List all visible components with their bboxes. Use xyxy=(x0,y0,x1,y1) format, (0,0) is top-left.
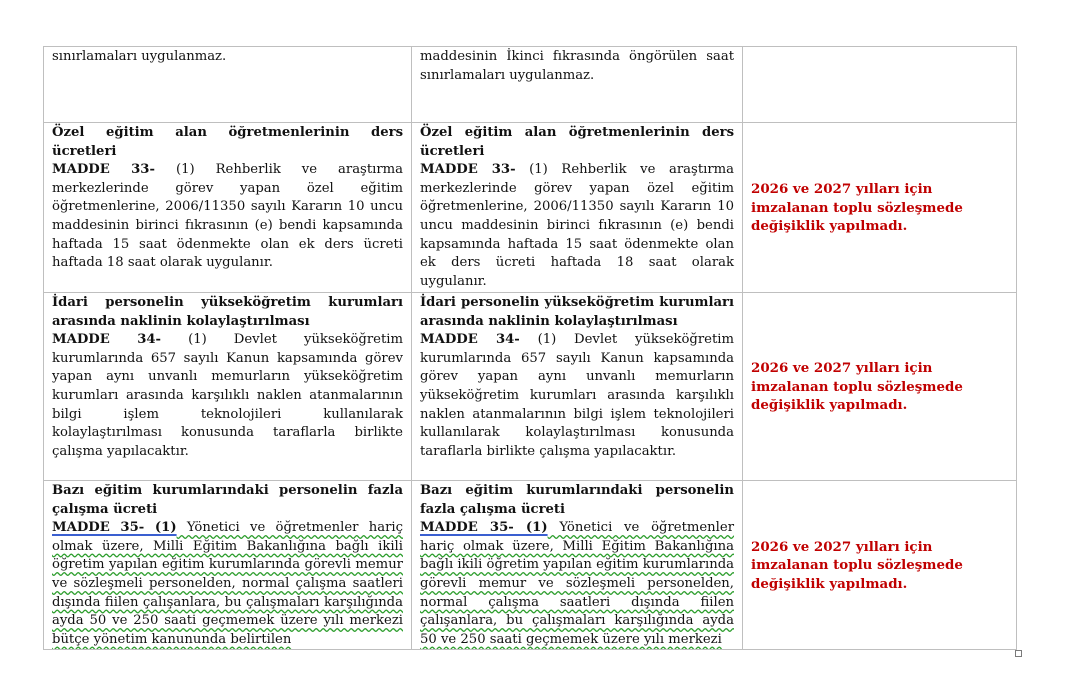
article-body: (1) Rehberlik ve araştırma merkezlerinde görev yapan özel eğitim öğretmenlerine, 2006/11350 sayılı Kararın 10 uncu maddesinin birinci fıkrasının (e) bendi kapsamında haftada 15 saat ödenmekte olan ek ders ücreti haftada 18 saat olarak uygulanır. xyxy=(52,162,404,271)
article-title: İdari personelin yükseköğretim kurumları arasında naklinin kolaylaştırılması xyxy=(420,295,734,329)
new-text-cell[interactable] xyxy=(412,47,743,123)
old-text-cell[interactable] xyxy=(44,47,412,123)
article-body: Yönetici ve öğretmenler hariç olmak üzere, Milli Eğitim Bakanlığına bağlı ikili öğretim yapılan eğitim kurumlarında görevli memur ve sözleşmeli personelden, normal çalışma saatleri dışında fiilen çalışanlara, bu çalışmaları karşılığında ayda 50 ve 250 saati geçmemek üzere yılı merkezi xyxy=(420,520,735,647)
article-title: Özel eğitim alan öğretmenlerinin ders ücretleri xyxy=(420,125,734,159)
article-number: MADDE 35- (1) xyxy=(52,520,177,536)
article-number: MADDE 33- xyxy=(52,162,155,178)
table-row xyxy=(44,293,1017,481)
change-note-cell[interactable] xyxy=(743,293,1017,481)
article-number: MADDE 34- xyxy=(52,332,162,348)
table-row xyxy=(44,47,1017,123)
article-title: İdari personelin yükseköğretim kurumları arasında naklinin kolaylaştırılması xyxy=(52,295,403,329)
new-text-cell[interactable] xyxy=(412,293,743,481)
article-body: (1) Rehberlik ve araştırma merkezlerinde görev yapan özel eğitim öğretmenlerine, 2006/11350 sayılı Kararın 10 uncu maddesinin birinci fıkrasının (e) bendi kapsamında haftada 15 saat ödenmekte olan ek ders ücreti haftada 18 saat olarak uygulanır. xyxy=(420,162,735,289)
new-text-cell[interactable] xyxy=(412,481,743,650)
article-title: Bazı eğitim kurumlarındaki personelin fazla çalışma ücreti xyxy=(52,483,403,517)
article-number: MADDE 35- (1) xyxy=(420,520,548,536)
new-text-cell[interactable] xyxy=(412,123,743,293)
article-title: Özel eğitim alan öğretmenlerinin ders ücretleri xyxy=(52,125,403,159)
old-text-cell[interactable] xyxy=(44,123,412,293)
article-number: MADDE 34- xyxy=(420,332,520,348)
change-note: 2026 ve 2027 yılları için imzalanan toplu sözleşmede değişiklik yapılmadı. xyxy=(751,538,963,592)
article-number: MADDE 33- xyxy=(420,162,516,178)
article-title: Bazı eğitim kurumlarındaki personelin fazla çalışma ücreti xyxy=(420,483,734,517)
change-note-cell[interactable] xyxy=(743,481,1017,650)
old-text-cell[interactable] xyxy=(44,481,412,650)
change-note: 2026 ve 2027 yılları için imzalanan toplu sözleşmede değişiklik yapılmadı. xyxy=(751,181,963,235)
article-body: sınırlamaları uygulanmaz. xyxy=(52,49,227,64)
table-resize-handle[interactable] xyxy=(1015,650,1022,657)
change-note-cell[interactable] xyxy=(743,47,1017,123)
old-text-cell[interactable] xyxy=(44,293,412,481)
article-body: Yönetici ve öğretmenler hariç olmak üzere, Milli Eğitim Bakanlığına bağlı ikili öğretim yapılan eğitim kurumlarında görevli memur ve sözleşmeli personelden, normal çalışma saatleri dışında fiilen çalışanlara, bu çalışmaları karşılığında ayda 50 ve 250 saati geçmemek üzere yılı merkezi bütçe yönetim kanununda belirtilen xyxy=(52,520,403,647)
article-body: (1) Devlet yükseköğretim kurumlarında 657 sayılı Kanun kapsamında görev yapan aynı unvanlı memurların yükseköğretim kurumları arasında karşılıklı naklen atanmalarının bilgi işlem teknolojileri kullanılarak kolaylaştırılması konusunda taraflarla birlikte çalışma yapılacaktır. xyxy=(52,332,404,459)
article-body: maddesinin İkinci fıkrasında öngörülen saat sınırlamaları uygulanmaz. xyxy=(420,49,734,83)
comparison-table xyxy=(43,46,1017,650)
change-note-cell[interactable] xyxy=(743,123,1017,293)
change-note: 2026 ve 2027 yılları için imzalanan toplu sözleşmede değişiklik yapılmadı. xyxy=(751,360,963,414)
table-row xyxy=(44,481,1017,650)
table-row xyxy=(44,123,1017,293)
article-body: (1) Devlet yükseköğretim kurumlarında 657 sayılı Kanun kapsamında görev yapan aynı unvanlı memurların yükseköğretim kurumları arasında karşılıklı naklen atanmalarının bilgi işlem teknolojileri kullanılarak kolaylaştırılması konusunda taraflarla birlikte çalışma yapılacaktır. xyxy=(420,332,735,459)
